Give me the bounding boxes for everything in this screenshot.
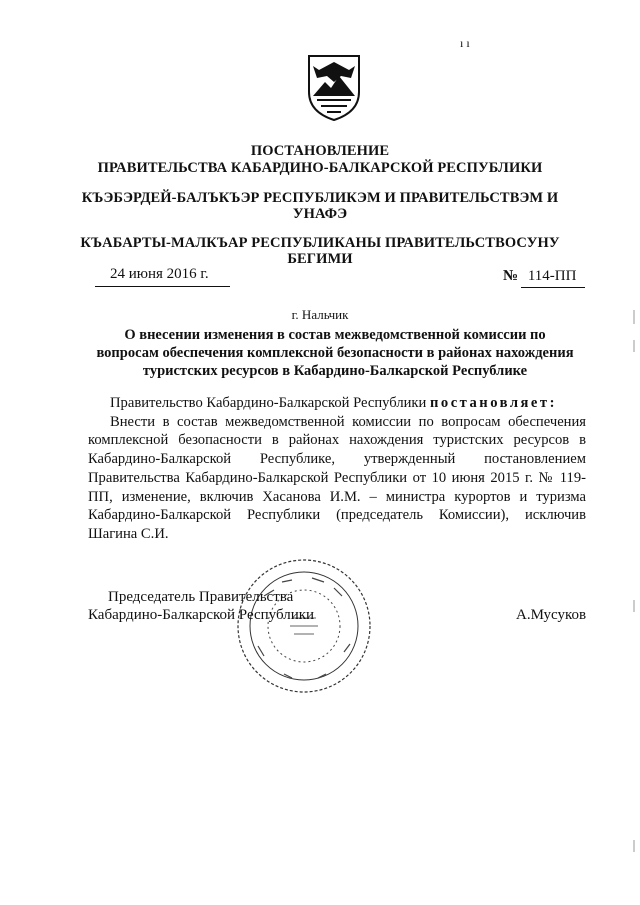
- city-label: г. Нальчик: [291, 307, 349, 322]
- date-underline: [95, 286, 230, 287]
- body-paragraph: Внести в состав межведомственной комиссии по вопросам обеспечения комплексной безопасности в районах нахождения туристских ресурсов в Кабардино-Балкарской Республике, утвержденный постановлением Правительства Кабардино-Балкарской Республики от 10 июня 2015 г. № 119-ПП, изменение, включив Хасанова И.М. – министра курортов и туризма Кабардино-Балкарской Республики (председатель Комиссии), исключив Шагина С.И.: [88, 413, 586, 542]
- number-value: 114-ПП: [527, 268, 577, 284]
- header-line-3: КЪЭБЭРДЕЙ-БАЛЪКЪЭР РЕСПУБЛИКЭМ И ПРАВИТЕЛЬСТВЭМ И: [81, 190, 559, 206]
- title-line-3: туристских ресурсов в Кабардино-Балкарской Республике: [142, 363, 528, 379]
- document-date: 24 июня 2016 г.: [110, 266, 209, 282]
- scan-edge-artifacts: [629, 300, 639, 860]
- resolution-body: [88, 394, 586, 544]
- title-line-2: вопросам обеспечения комплексной безопасности в районах нахождения: [96, 345, 574, 361]
- coat-of-arms-icon: [303, 52, 365, 122]
- body-intro: [88, 394, 586, 413]
- number-label: №: [503, 268, 519, 284]
- title-line-1: О внесении изменения в состав межведомственной комиссии по: [124, 327, 546, 343]
- signer-title-line-1: Председатель Правительства: [108, 589, 294, 605]
- intro-emphasis: постановляет:: [429, 395, 557, 411]
- document-number: [503, 268, 576, 285]
- signer-title-line-2: Кабардино-Балкарской Республики: [88, 607, 315, 623]
- official-seal-icon: [234, 556, 374, 696]
- number-underline: [521, 287, 585, 288]
- header-line-6: БЕГИМИ: [287, 251, 353, 267]
- header-line-1: ПОСТАНОВЛЕНИЕ: [250, 143, 390, 159]
- header-line-2: ПРАВИТЕЛЬСТВА КАБАРДИНО-БАЛКАРСКОЙ РЕСПУБЛИКИ: [97, 160, 543, 176]
- signer-name: А.Мусуков: [516, 607, 587, 623]
- header-line-4: УНАФЭ: [292, 206, 348, 222]
- scan-marks: ı ı: [460, 36, 470, 50]
- resolution-title: [70, 326, 600, 380]
- intro-text: Правительство Кабардино-Балкарской Республики: [110, 395, 430, 411]
- header-line-5: КЪАБАРТЫ-МАЛКЪАР РЕСПУБЛИКАНЫ ПРАВИТЕЛЬСТВОСУНУ: [80, 235, 560, 251]
